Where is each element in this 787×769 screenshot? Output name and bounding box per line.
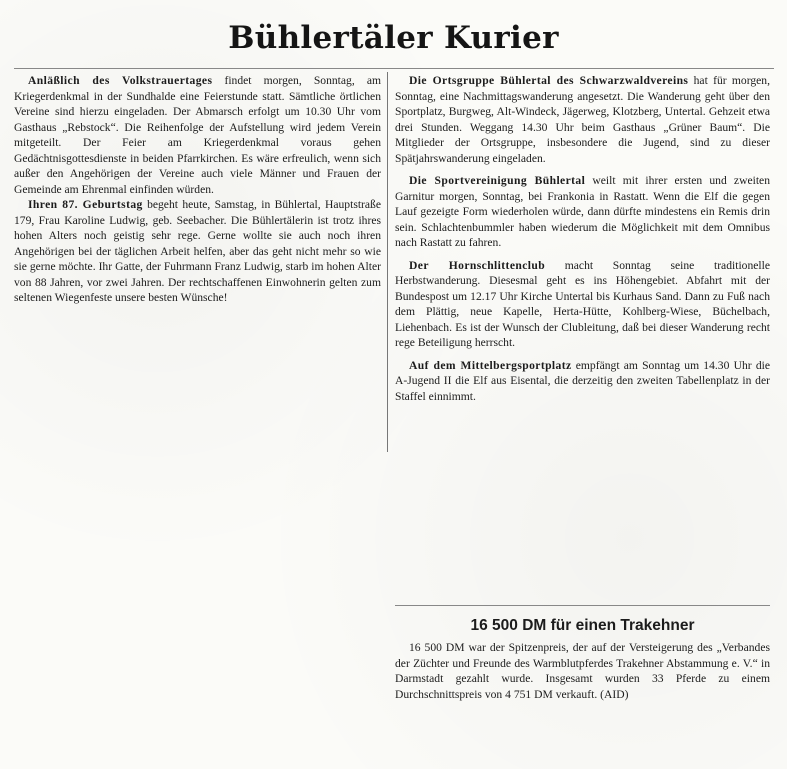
masthead-title: Bühlertäler Kurier [228, 20, 559, 56]
article-lead: Anläßlich des Volkstrauertages [28, 74, 213, 87]
right-column [395, 73, 770, 404]
section-rule [395, 605, 770, 606]
article-text: 16 500 DM war der Spitzenpreis, der auf der Versteigerung des „Verbandes der Züchter und Freunde des Warmblutpferdes Trakehner Abstammung e. V.“ in Darmstadt gezahlt wurde. Insgesamt wurden 33 Pferde zu einem Durchschnittspreis von 4 751 DM verkauft. (AID) [395, 641, 770, 701]
article-volkstrauertag [14, 73, 381, 197]
article-lead: Die Sportvereinigung Bühlertal [409, 174, 586, 187]
article-text: macht Sonntag seine traditionelle Herbstwanderung. Diesesmal geht es ins Höhengebiet. Abfahrt mit der Bundespost um 12.17 Uhr Kirche Untertal bis Kurhaus Sand. Dann zu Fuß nach dem Plättig, neue Kapelle, Herta-Hütte, Kohlberg-Wiese, Büchelbach, Liehenbach. Es ist der Wunsch der Clubleitung, daß bei dieser Wanderung recht rege Beteiligung herrscht. [395, 258, 770, 349]
masthead-rule [14, 68, 774, 69]
article-text: findet morgen, Sonntag, am Kriegerdenkmal in der Sundhalde eine Feierstunde statt. Sämtliche örtlichen Vereine sind hierzu eingeladen. Der Abmarsch erfolgt um 10.30 Uhr vom Gasthaus „Rebstock“. Die Reihenfolge der Aufstellung wird jedem Verein mitgeteilt. Der Feier am Kriegerdenkmal voraus gehen Gedächtnisgottesdienste in beiden Pfarrkirchen. Es wäre erfreulich, wenn sich außer den Angehörigen der Vereine auch viele Männer und Frauen der Gemeinde am Ehrenmal einfinden würden. [14, 74, 381, 196]
trakehner-headline: 16 500 DM für einen Trakehner [470, 617, 695, 634]
article-lead: Die Ortsgruppe Bühlertal des Schwarzwaldvereins [409, 74, 689, 87]
article-schwarzwaldverein [395, 73, 770, 166]
article-lead: Ihren 87. Geburtstag [28, 198, 143, 211]
article-text: begeht heute, Samstag, in Bühlertal, Hauptstraße 179, Frau Karoline Ludwig, geb. Seebacher. Die Bühlertälerin ist trotz ihres hohen Alters noch geistig sehr rege. Gerne wollte sie auch noch ihren Angehörigen bei der täglichen Arbeit helfen, aber das geht nicht mehr so wie sie gerne möchte. Ihr Gatte, der Fuhrmann Franz Ludwig, starb im hohen Alter von 88 Jahren, vor zwei Jahren. Der rechtschaffenen Einwohnerin gelten zum seltenen Wiegenfeste unsere besten Wünsche! [14, 198, 381, 304]
article-text: weilt mit ihrer ersten und zweiten Garnitur morgen, Sonntag, bei Frankonia in Rastatt. Wenn die Elf die gegen Lauf gezeigte Form wiederholen würde, dann dürfte mindestens ein Remis drin sein. Schlachtenbummler haben wiederum die Möglichkeit mit dem Omnibus nach Rastatt zu fahren. [395, 174, 770, 249]
left-column [14, 73, 381, 306]
column-divider [387, 72, 388, 452]
article-text: empfängt am Sonntag um 14.30 Uhr die A-Jugend II die Elf aus Eisental, die derzeitig den zweiten Tabellenplatz in der Staffel einnimmt. [395, 358, 770, 403]
article-geburtstag [14, 197, 381, 306]
article-mittelbergsportplatz [395, 358, 770, 405]
article-hornschlittenclub [395, 258, 770, 351]
article-sportvereinigung [395, 173, 770, 251]
article-lead: Der Hornschlittenclub [409, 258, 546, 272]
article-lead: Auf dem Mittelbergsportplatz [409, 358, 572, 372]
article-text: hat für morgen, Sonntag, eine Nachmittagswanderung angesetzt. Die Wanderung geht über den Sportplatz, Burgweg, Alt-Windeck, Jägerweg, Klotzberg, Untertal. Gehzeit etwa drei Stunden. Weggang 14.30 Uhr beim Gasthaus „Grüner Baum“. Die Mitglieder der Ortsgruppe, insbesondere die Jugend, sind zu dieser Spätjahrswanderung eingeladen. [395, 74, 770, 165]
article-trakehner [395, 640, 770, 702]
